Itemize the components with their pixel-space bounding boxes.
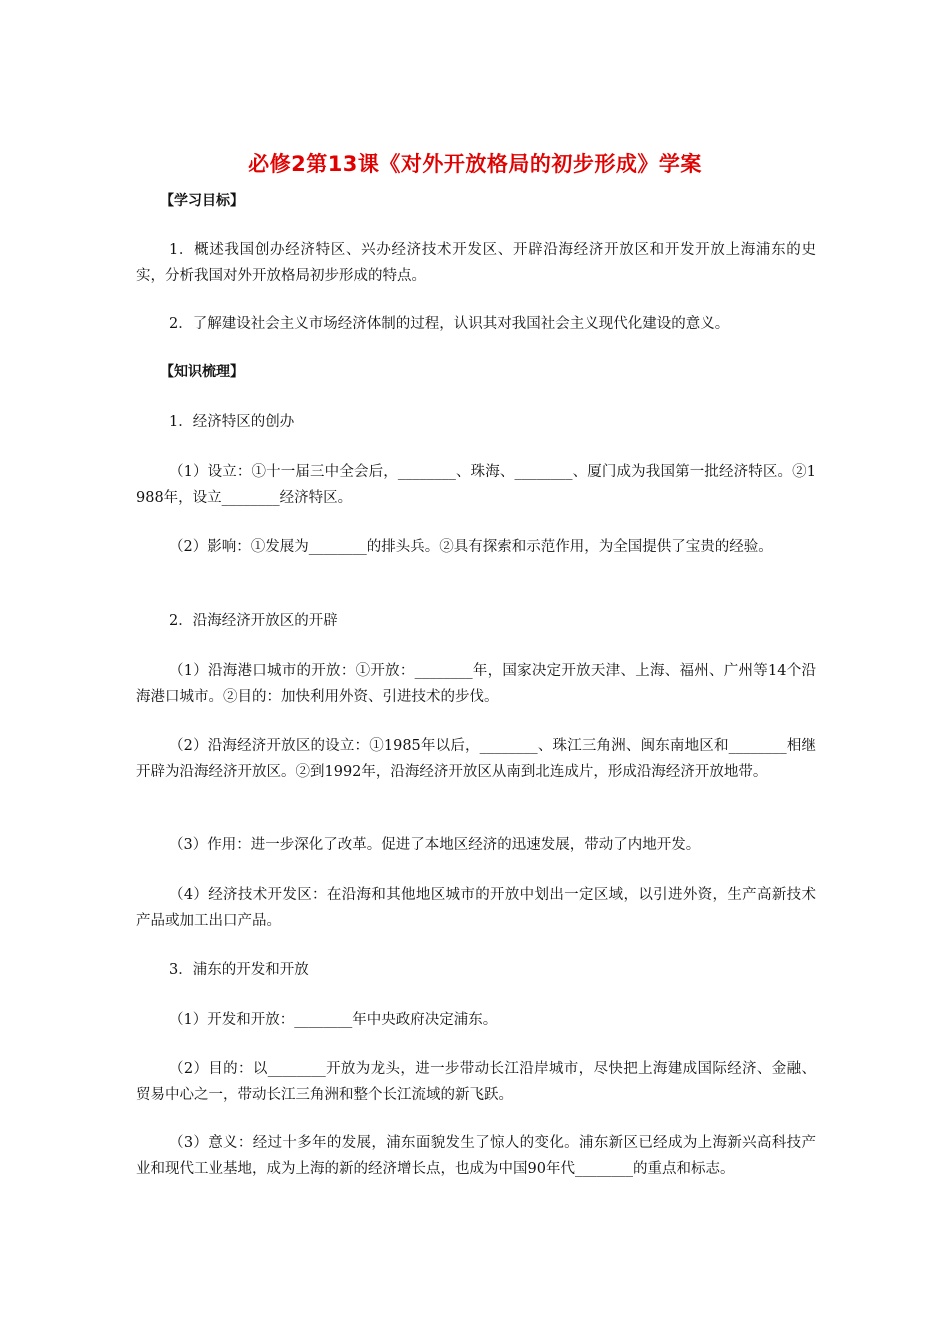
section-2-item-1: （1）沿海港口城市的开放：①开放：________年，国家决定开放天津、上海、福州、广州等14个沿海港口城市。②目的：加快利用外资、引进技术的步伐。 [136, 663, 816, 705]
section-2-title: 2．沿海经济开放区的开辟 [169, 613, 338, 629]
section-2-item-2: （2）沿海经济开放区的设立：①1985年以后，________、珠江三角洲、闽东南地区和________相继开辟为沿海经济开放区。②到1992年，沿海经济开放区从南到北连成片，形成沿海经济开放地带。 [136, 738, 816, 780]
goal-2: 2．了解建设社会主义市场经济体制的过程，认识其对我国社会主义现代化建设的意义。 [169, 316, 730, 332]
section-1-title: 1．经济特区的创办 [169, 414, 295, 430]
section-3-item-1: （1）开发和开放：________年中央政府决定浦东。 [169, 1012, 498, 1028]
heading-knowledge-review: 【知识梳理】 [160, 364, 244, 380]
section-3-item-2: （2）目的：以________开放为龙头，进一步带动长江沿岸城市，尽快把上海建成国际经济、金融、贸易中心之一，带动长江三角洲和整个长江流域的新飞跃。 [136, 1061, 816, 1103]
page-title: 必修2第13课《对外开放格局的初步形成》学案 [248, 152, 702, 176]
heading-learning-goals: 【学习目标】 [160, 193, 244, 209]
goal-1: 1．概述我国创办经济特区、兴办经济技术开发区、开辟沿海经济开放区和开发开放上海浦东的史实，分析我国对外开放格局初步形成的特点。 [136, 242, 816, 284]
section-3-item-3: （3）意义：经过十多年的发展，浦东面貌发生了惊人的变化。浦东新区已经成为上海新兴高科技产业和现代工业基地，成为上海的新的经济增长点，也成为中国90年代________的重点和标志。 [136, 1135, 816, 1177]
section-1-item-1: （1）设立：①十一届三中全会后，________、珠海、________、厦门成为我国第一批经济特区。②1988年，设立________经济特区。 [136, 464, 816, 506]
section-1-item-2: （2）影响：①发展为________的排头兵。②具有探索和示范作用，为全国提供了宝贵的经验。 [169, 539, 773, 555]
section-2-item-3: （3）作用：进一步深化了改革。促进了本地区经济的迅速发展，带动了内地开发。 [169, 837, 701, 853]
section-3-title: 3．浦东的开发和开放 [169, 962, 309, 978]
section-2-item-4: （4）经济技术开发区：在沿海和其他地区城市的开放中划出一定区域，以引进外资，生产高新技术产品或加工出口产品。 [136, 887, 816, 929]
